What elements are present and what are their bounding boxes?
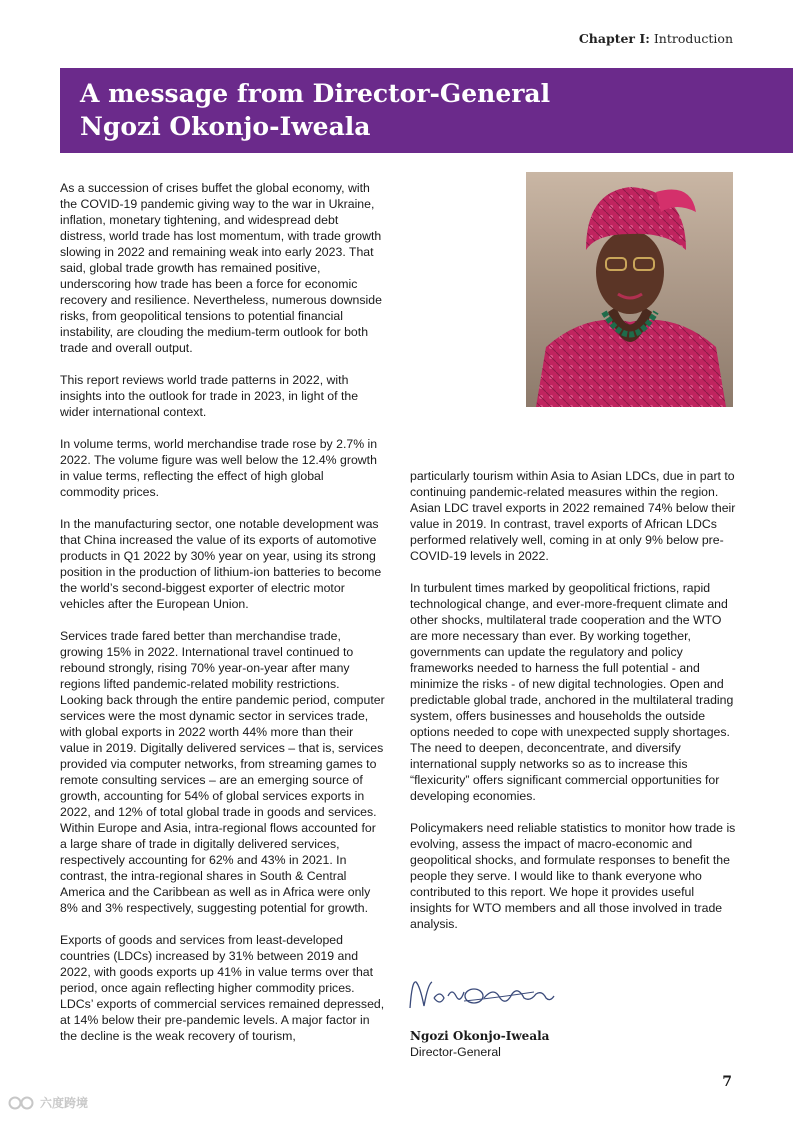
paragraph: Policymakers need reliable statistics to monitor how trade is evolving, assess the impact of macro-economic and geopolitical shocks, and formulate responses to benefit the people they serve. I would like to thank everyone who contributed to this report. We hope it provides useful insights for WTO members and all those involved in trade analysis. bbox=[410, 821, 736, 931]
title-line-2: Ngozi Okonjo-Iweala bbox=[80, 112, 371, 141]
page-title bbox=[80, 77, 550, 143]
paragraph: Exports of goods and services from least-developed countries (LDCs) increased by 31% between 2019 and 2022, with goods exports up 41% in value terms over that period, once again reflecting higher commodity prices. LDCs’ exports of commercial services remained depressed, at 14% below their pre-pandemic levels. A major factor in the decline is the weak recovery of tourism, bbox=[60, 933, 385, 1043]
paragraph: In the manufacturing sector, one notable development was that China increased the value of its exports of automotive products in Q1 2022 by 30% year on year, using its strong position in the production of lithium-ion batteries to become the world’s second-biggest exporter of electric motor vehicles after the European Union. bbox=[60, 517, 382, 611]
chapter-label: Chapter I: bbox=[578, 31, 650, 46]
page-number: 7 bbox=[722, 1074, 732, 1090]
signer-title: Director-General bbox=[410, 1045, 501, 1059]
title-banner bbox=[60, 68, 793, 153]
paragraph: This report reviews world trade patterns in 2022, with insights into the outlook for trade in 2023, in light of the wider international context. bbox=[60, 373, 359, 419]
paragraph: Services trade fared better than merchandise trade, growing 15% in 2022. International travel continued to rebound strongly, rising 70% year-on-year after many regions lifted pandemic-related mobility restrictions. Looking back through the entire pandemic period, computer services were the most dynamic sector in services trade, with global exports in 2022 worth 44% more than their value in 2019. Digitally delivered services – that is, services provided via computer networks, from streaming games to remote consulting services – are an emerging source of growth, accounting for 54% of global services exports in 2022, and 12% of total global trade in goods and services. Within Europe and Asia, intra-regional flows accounted for a large share of trade in digitally delivered services, respectively accounting for 62% and 43% in 2021. In contrast, the intra-regional shares in South & Central America and the Caribbean as well as in Africa were only 8% and 3% respectively, suggesting potential for growth. bbox=[60, 629, 385, 915]
paragraph: In turbulent times marked by geopolitical frictions, rapid technological change, and ever-more-frequent climate and other shocks, multilateral trade cooperation and the WTO are more necessary than ever. By working together, governments can update the regulatory and policy frameworks needed to harness the full potential - and minimize the risks - of new digital technologies. Open and predictable global trade, anchored in the multilateral trading system, offers businesses and households the outside options needed to cope with unexpected supply shortages. The need to deepen, deconcentrate, and diversify international supply networks so as to increase this “flexicurity” offers significant commercial opportunities for developing economies. bbox=[410, 581, 734, 803]
portrait-photo-icon bbox=[526, 172, 733, 407]
watermark-logo-icon bbox=[8, 1095, 36, 1111]
chapter-title: Introduction bbox=[653, 31, 733, 46]
signer-name: Ngozi Okonjo-Iweala bbox=[410, 1029, 550, 1043]
paragraph: In volume terms, world merchandise trade rose by 2.7% in 2022. The volume figure was well below the 12.4% growth in value terms, reflecting the effect of high global commodity prices. bbox=[60, 437, 378, 499]
chapter-header bbox=[579, 31, 733, 46]
paragraph: particularly tourism within Asia to Asian LDCs, due in part to continuing pandemic-related measures within the region. Asian LDC travel exports in 2022 remained 74% below their value in 2019. In contrast, travel exports of African LDCs performed relatively well, coming in at only 9% below pre-COVID-19 levels in 2022. bbox=[410, 469, 736, 563]
right-text-column bbox=[410, 468, 736, 948]
left-text-column bbox=[60, 180, 386, 1060]
paragraph: As a succession of crises buffet the global economy, with the COVID-19 pandemic giving way to the war in Ukraine, inflation, monetary tightening, and widespread debt distress, world trade has lost momentum, with trade growth slowing in 2022 and remaining weak into early 2023. That said, global trade growth has remained positive, underscoring how trade has been a force for economic recovery and resilience. Nevertheless, numerous downside risks, from geopolitical tensions to potential financial instability, are clouding the medium-term outlook for both trade and overall output. bbox=[60, 181, 382, 355]
title-line-1: A message from Director-General bbox=[80, 79, 551, 108]
signature-mark-icon bbox=[404, 968, 564, 1024]
watermark-text: 六度跨境 bbox=[40, 1096, 89, 1110]
signature bbox=[404, 968, 564, 1024]
watermark bbox=[8, 1094, 88, 1111]
portrait-photo bbox=[526, 172, 733, 407]
